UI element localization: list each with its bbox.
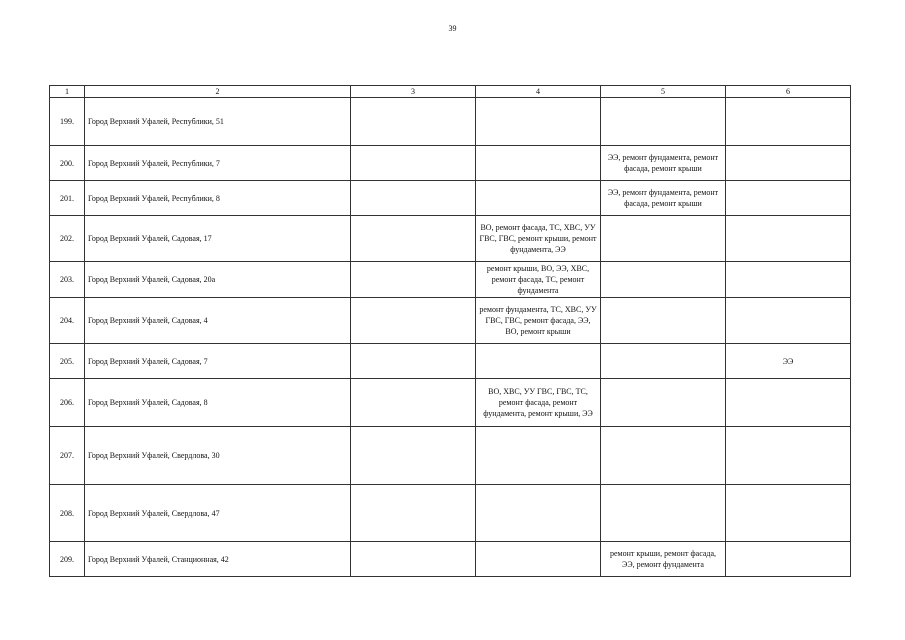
col5-cell: ЭЭ, ремонт фундамента, ремонт фасада, ремонт крыши bbox=[601, 146, 726, 181]
row-number: 207. bbox=[50, 427, 85, 485]
address-cell: Город Верхний Уфалей, Садовая, 7 bbox=[85, 344, 351, 379]
table-row bbox=[50, 344, 851, 379]
col5-cell bbox=[601, 298, 726, 344]
col4-cell: ремонт крыши, ВО, ЭЭ, ХВС, ремонт фасада, ТС, ремонт фундамента bbox=[476, 262, 601, 298]
col3-cell bbox=[351, 485, 476, 542]
col6-cell bbox=[726, 379, 851, 427]
col6-cell: ЭЭ bbox=[726, 344, 851, 379]
address-cell: Город Верхний Уфалей, Республики, 8 bbox=[85, 181, 351, 216]
col4-cell bbox=[476, 344, 601, 379]
col3-cell bbox=[351, 262, 476, 298]
col5-cell bbox=[601, 98, 726, 146]
row-number: 201. bbox=[50, 181, 85, 216]
column-header: 5 bbox=[601, 86, 726, 98]
table-row bbox=[50, 146, 851, 181]
column-header: 1 bbox=[50, 86, 85, 98]
row-number: 208. bbox=[50, 485, 85, 542]
address-cell: Город Верхний Уфалей, Свердлова, 30 bbox=[85, 427, 351, 485]
col3-cell bbox=[351, 181, 476, 216]
table-row bbox=[50, 542, 851, 577]
page-number: 39 bbox=[448, 24, 457, 33]
table-row bbox=[50, 298, 851, 344]
address-cell: Город Верхний Уфалей, Садовая, 17 bbox=[85, 216, 351, 262]
address-cell: Город Верхний Уфалей, Садовая, 4 bbox=[85, 298, 351, 344]
address-cell: Город Верхний Уфалей, Свердлова, 47 bbox=[85, 485, 351, 542]
column-header: 2 bbox=[85, 86, 351, 98]
column-header: 4 bbox=[476, 86, 601, 98]
table-row bbox=[50, 181, 851, 216]
table-row bbox=[50, 485, 851, 542]
address-cell: Город Верхний Уфалей, Республики, 51 bbox=[85, 98, 351, 146]
col4-cell: ремонт фундамента, ТС, ХВС, УУ ГВС, ГВС, ремонт фасада, ЭЭ, ВО, ремонт крыши bbox=[476, 298, 601, 344]
address-cell: Город Верхний Уфалей, Садовая, 8 bbox=[85, 379, 351, 427]
table-row bbox=[50, 98, 851, 146]
col5-cell bbox=[601, 262, 726, 298]
col4-cell bbox=[476, 542, 601, 577]
col5-cell bbox=[601, 379, 726, 427]
column-header: 6 bbox=[726, 86, 851, 98]
row-number: 206. bbox=[50, 379, 85, 427]
col6-cell bbox=[726, 98, 851, 146]
row-number: 205. bbox=[50, 344, 85, 379]
col5-cell: ЭЭ, ремонт фундамента, ремонт фасада, ремонт крыши bbox=[601, 181, 726, 216]
col3-cell bbox=[351, 542, 476, 577]
col4-cell: ВО, ХВС, УУ ГВС, ГВС, ТС, ремонт фасада, ремонт фундамента, ремонт крыши, ЭЭ bbox=[476, 379, 601, 427]
col6-cell bbox=[726, 298, 851, 344]
row-number: 202. bbox=[50, 216, 85, 262]
col6-cell bbox=[726, 485, 851, 542]
address-cell: Город Верхний Уфалей, Станционная, 42 bbox=[85, 542, 351, 577]
col5-cell bbox=[601, 216, 726, 262]
col3-cell bbox=[351, 146, 476, 181]
col3-cell bbox=[351, 216, 476, 262]
col5-cell bbox=[601, 427, 726, 485]
address-cell: Город Верхний Уфалей, Республики, 7 bbox=[85, 146, 351, 181]
col5-cell bbox=[601, 344, 726, 379]
col4-cell bbox=[476, 427, 601, 485]
col4-cell bbox=[476, 485, 601, 542]
col6-cell bbox=[726, 542, 851, 577]
col3-cell bbox=[351, 98, 476, 146]
col6-cell bbox=[726, 146, 851, 181]
table-row bbox=[50, 216, 851, 262]
row-number: 209. bbox=[50, 542, 85, 577]
col3-cell bbox=[351, 379, 476, 427]
col6-cell bbox=[726, 216, 851, 262]
header-row bbox=[50, 86, 851, 98]
col4-cell bbox=[476, 181, 601, 216]
table-row bbox=[50, 427, 851, 485]
col3-cell bbox=[351, 298, 476, 344]
row-number: 203. bbox=[50, 262, 85, 298]
col6-cell bbox=[726, 427, 851, 485]
col3-cell bbox=[351, 344, 476, 379]
table-row bbox=[50, 379, 851, 427]
column-header: 3 bbox=[351, 86, 476, 98]
col6-cell bbox=[726, 181, 851, 216]
col4-cell bbox=[476, 98, 601, 146]
row-number: 204. bbox=[50, 298, 85, 344]
address-cell: Город Верхний Уфалей, Садовая, 20а bbox=[85, 262, 351, 298]
table-row bbox=[50, 262, 851, 298]
row-number: 200. bbox=[50, 146, 85, 181]
col6-cell bbox=[726, 262, 851, 298]
col4-cell bbox=[476, 146, 601, 181]
col3-cell bbox=[351, 427, 476, 485]
row-number: 199. bbox=[50, 98, 85, 146]
col5-cell: ремонт крыши, ремонт фасада, ЭЭ, ремонт фундамента bbox=[601, 542, 726, 577]
works-table bbox=[49, 85, 851, 577]
col5-cell bbox=[601, 485, 726, 542]
col4-cell: ВО, ремонт фасада, ТС, ХВС, УУ ГВС, ГВС, ремонт крыши, ремонт фундамента, ЭЭ bbox=[476, 216, 601, 262]
